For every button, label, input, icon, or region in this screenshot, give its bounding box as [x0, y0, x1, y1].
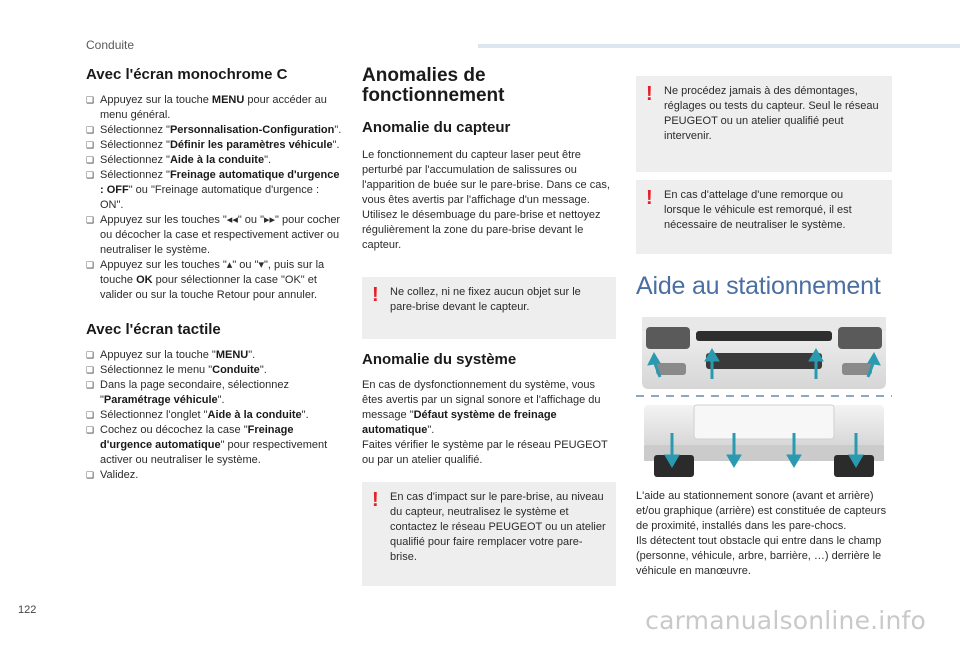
step-text-strong: Freinage automatique d'urgence : OFF — [100, 169, 340, 196]
checkbox-bullet-icon: ❑ — [86, 215, 95, 225]
sensor-fault-text: Le fonctionnement du capteur laser peut être perturbé par l'accumulation de salissures ou l'apparition de buée sur le pare-brise. Dans ce cas, vous êtes avertis par l'affichage d'un message. — [362, 149, 610, 206]
step-text-pre: Sélectionnez " — [100, 154, 170, 166]
step-item — [86, 348, 342, 363]
parking-aid-detect-text: Ils détectent tout obstacle qui entre dans le champ (personne, véhicule, arbre, barrière, …) derrière le véhicule en manœuvre. — [636, 535, 882, 577]
checkbox-bullet-icon: ❑ — [86, 170, 95, 180]
step-text-pre: Appuyez sur la touche " — [100, 349, 216, 361]
step-text-pre: Appuyez sur les touches "◂◂" ou "▸▸" pour cocher ou décocher la case et respectivement activer ou neutraliser le système. — [100, 214, 341, 256]
checkbox-bullet-icon: ❑ — [86, 470, 95, 480]
step-text-strong: MENU — [215, 349, 249, 361]
step-text-pre: Sélectionnez " — [100, 169, 170, 181]
warning-box-dismantle — [636, 76, 892, 172]
checkbox-bullet-icon: ❑ — [86, 380, 95, 390]
warning-trailer-text: En cas d'attelage d'une remorque ou lorsque le véhicule est remorqué, il est nécessaire de neutraliser le système. — [664, 189, 852, 231]
step-item — [86, 123, 342, 138]
step-text-post: ". — [301, 409, 309, 421]
step-text-pre: Sélectionnez le menu " — [100, 364, 213, 376]
warning-box-sensor — [362, 277, 616, 339]
step-text-pre: Sélectionnez l'onglet " — [100, 409, 208, 421]
step-text-post: pour accéder au menu général. — [100, 94, 327, 121]
step-item — [86, 138, 342, 153]
step-text-post: ". — [264, 154, 272, 166]
step-text-strong: OK — [136, 274, 153, 286]
warning-sensor-text: Ne collez, ni ne fixez aucun objet sur le pare-brise devant le capteur. — [390, 286, 581, 313]
warning-exclamation-icon: ! — [372, 284, 379, 306]
watermark: carmanualsonline.info — [645, 606, 926, 635]
step-item — [86, 378, 342, 408]
step-text-pre: Dans la page secondaire, sélectionnez " — [100, 379, 289, 406]
step-text-post: " pour respectivement activer ou neutraliser le système. — [100, 439, 328, 466]
heading-touch: Avec l'écran tactile — [86, 321, 221, 338]
step-text-strong: Personnalisation-Configuration — [169, 124, 335, 136]
step-text-post: ". — [248, 349, 256, 361]
heading-parking-aid: Aide au stationnement — [636, 272, 881, 300]
checkbox-bullet-icon: ❑ — [86, 350, 95, 360]
step-text-strong: Aide à la conduite — [207, 409, 302, 421]
step-text-strong: Aide à la conduite — [169, 154, 265, 166]
heading-anomalies: Anomalies de fonctionnement — [362, 65, 505, 106]
parking-sensor-diagram — [636, 317, 882, 477]
checkbox-bullet-icon: ❑ — [86, 140, 95, 150]
rear-bumper-image — [644, 405, 884, 477]
step-text-pre: Sélectionnez " — [100, 124, 170, 136]
step-text-strong: Conduite — [212, 364, 260, 376]
step-text-strong: Paramétrage véhicule — [103, 394, 218, 406]
sensor-fault-advice: Utilisez le désembuage du pare-brise et nettoyez régulièrement la zone du pare-brise devant le capteur. — [362, 209, 601, 251]
system-fault-advice: Faites vérifier le système par le réseau PEUGEOT ou par un atelier qualifié. — [362, 439, 608, 466]
system-fault-text-a: En cas de dysfonctionnement du système, vous êtes avertis par un signal sonore et l'affichage du message " — [362, 379, 601, 421]
checkbox-bullet-icon: ❑ — [86, 125, 95, 135]
system-fault-text-c: ". — [427, 424, 435, 436]
warning-dismantle-text: Ne procédez jamais à des démontages, réglages ou tests du capteur. Seul le réseau PEUGEOT ou un atelier qualifié peut intervenir. — [664, 85, 879, 142]
step-text-post: pour sélectionner la case "OK" et valider ou sur la touche Retour pour annuler. — [100, 274, 318, 301]
warning-exclamation-icon: ! — [372, 489, 379, 511]
column-anomalies — [362, 66, 618, 586]
step-text-post: ". — [334, 124, 342, 136]
checkbox-bullet-icon: ❑ — [86, 425, 95, 435]
step-text-pre: Cochez ou décochez la case " — [100, 424, 248, 436]
parking-sensor-illustration — [636, 317, 892, 479]
parking-aid-text: L'aide au stationnement sonore (avant et arrière) et/ou graphique (arrière) est constituée de capteurs de proximité, installés dans les pare-chocs. — [636, 490, 887, 532]
step-text-post: ". — [217, 394, 225, 406]
page-number: 122 — [18, 604, 37, 616]
checkbox-bullet-icon: ❑ — [86, 95, 95, 105]
front-bumper-image — [642, 317, 886, 389]
step-text-post: ". — [259, 364, 267, 376]
step-item — [86, 258, 342, 303]
warning-exclamation-icon: ! — [646, 83, 653, 105]
system-fault-text — [362, 378, 618, 438]
step-text-pre: Validez. — [100, 469, 139, 481]
step-text-pre: Appuyez sur la touche — [100, 94, 212, 106]
column-parking — [636, 66, 892, 579]
touch-steps-list — [86, 348, 342, 483]
column-monochrome-and-touch — [86, 66, 342, 483]
step-item — [86, 213, 342, 258]
step-item — [86, 153, 342, 168]
step-item — [86, 408, 342, 423]
step-item — [86, 423, 342, 468]
step-text-strong: MENU — [211, 94, 245, 106]
heading-monochrome: Avec l'écran monochrome C — [86, 66, 288, 83]
step-item — [86, 168, 342, 213]
step-text-strong: Définir les paramètres véhicule — [169, 139, 333, 151]
header-section-label: Conduite — [86, 38, 135, 52]
warning-box-impact — [362, 482, 616, 586]
checkbox-bullet-icon: ❑ — [86, 155, 95, 165]
warning-impact-text: En cas d'impact sur le pare-brise, au niveau du capteur, neutralisez le système et contactez le réseau PEUGEOT ou un atelier qualifié pour faire remplacer votre pare-brise. — [390, 491, 606, 563]
checkbox-bullet-icon: ❑ — [86, 365, 95, 375]
step-text-post: ". — [332, 139, 340, 151]
step-text-post: " ou "Freinage automatique d'urgence : ON". — [100, 184, 320, 211]
heading-system-fault: Anomalie du système — [362, 351, 517, 368]
step-item — [86, 363, 342, 378]
step-text-pre: Appuyez sur les touches "▴" ou "▾", puis sur la touche — [100, 259, 325, 286]
monochrome-steps-list — [86, 93, 342, 303]
step-text-pre: Sélectionnez " — [100, 139, 170, 151]
warning-exclamation-icon: ! — [646, 187, 653, 209]
step-text-strong: Freinage d'urgence automatique — [100, 424, 294, 451]
step-item — [86, 468, 342, 483]
system-fault-message: Défaut système de freinage automatique — [362, 409, 557, 436]
warning-box-trailer — [636, 180, 892, 254]
step-item — [86, 93, 342, 123]
checkbox-bullet-icon: ❑ — [86, 260, 95, 270]
header-bar — [478, 44, 960, 48]
heading-sensor-fault: Anomalie du capteur — [362, 119, 511, 136]
checkbox-bullet-icon: ❑ — [86, 410, 95, 420]
